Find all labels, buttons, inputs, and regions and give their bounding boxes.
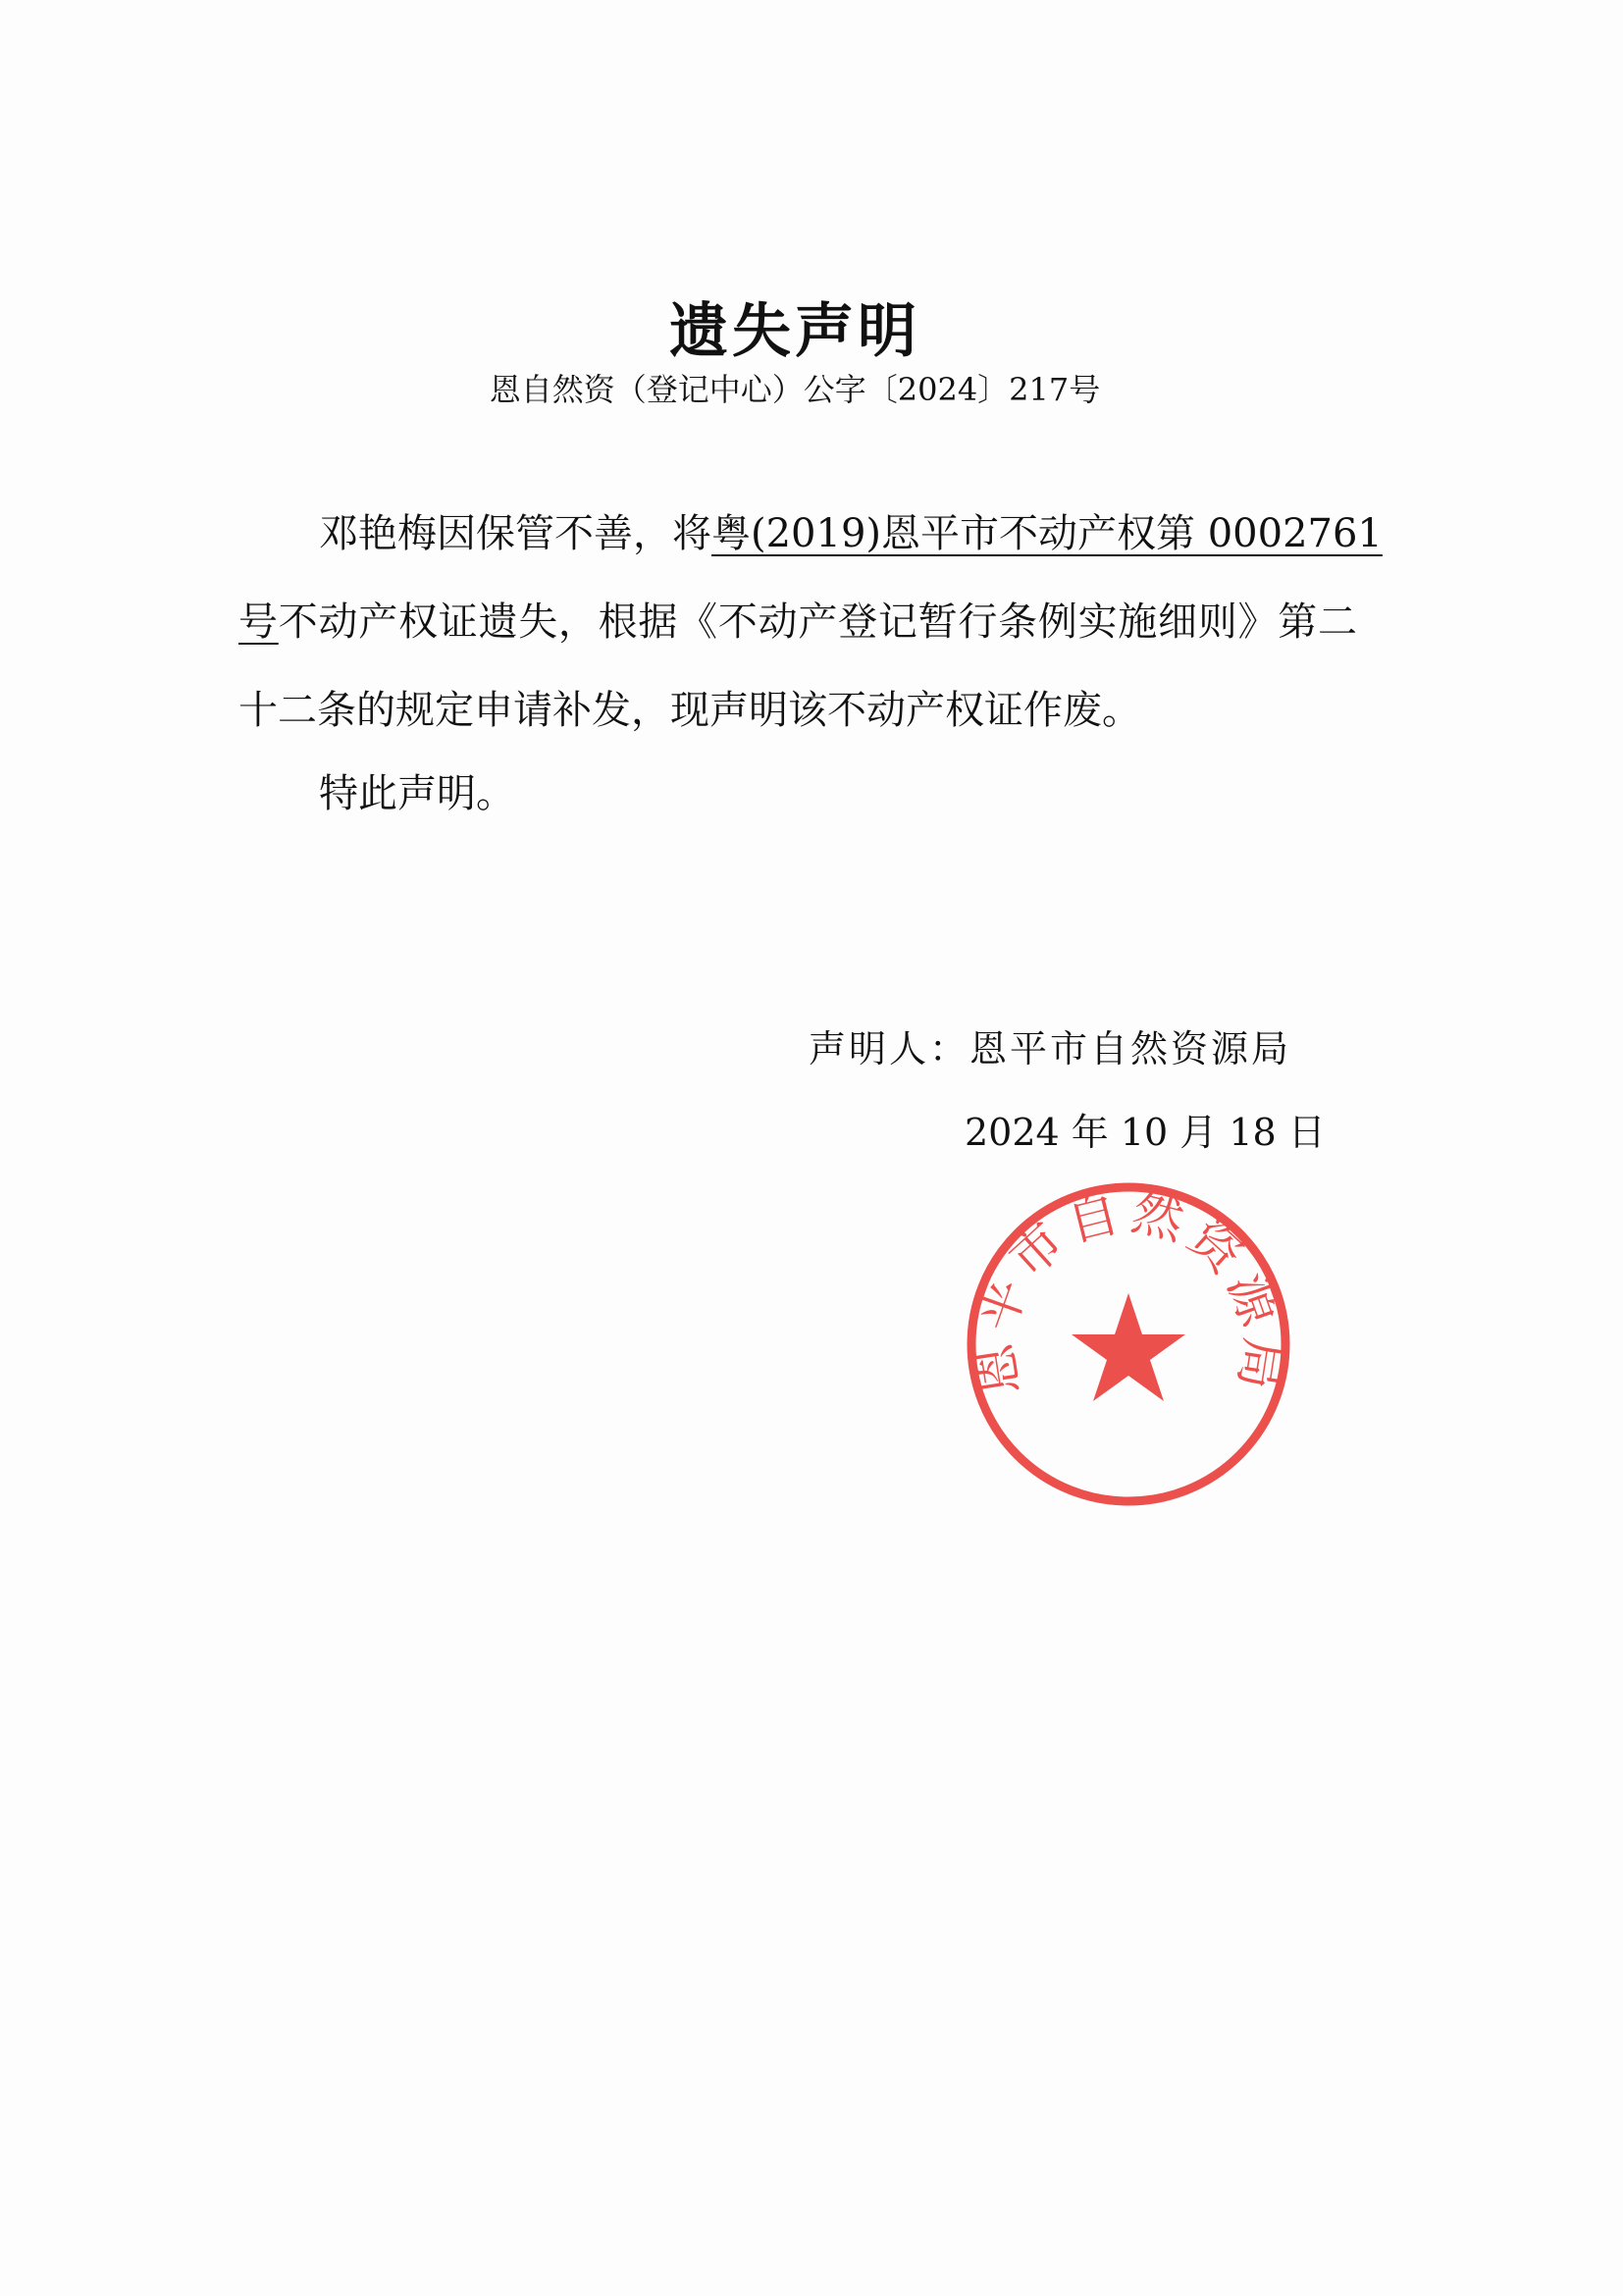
star-icon [1072, 1293, 1185, 1401]
body-text: 不动产权证遗失，根据《不动产登记暂行条例实施细则》第二 [278, 600, 1358, 645]
body-line-3: 十二条的规定申请补发，现声明该不动产权证作废。 [238, 688, 1141, 733]
body-line-1 [319, 510, 1383, 557]
declarant-signature: 声明人：恩平市自然资源局 [809, 1027, 1292, 1070]
certificate-number: 粤(2019)恩平市不动产权第 0002761 [711, 511, 1383, 556]
document-number: 恩自然资（登记中心）公字〔2024〕217号 [489, 371, 1101, 408]
document-title: 遗失声明 [669, 297, 920, 366]
seal-text: 恩平市自然资源局 [964, 1182, 1293, 1400]
body-text: 邓艳梅因保管不善，将 [319, 511, 711, 556]
closing-text: 特此声明。 [319, 771, 515, 816]
body-line-2 [238, 599, 1357, 646]
official-seal [962, 1177, 1295, 1511]
declaration-date: 2024 年 10 月 18 日 [965, 1111, 1326, 1154]
certificate-number-suffix: 号 [238, 600, 279, 645]
